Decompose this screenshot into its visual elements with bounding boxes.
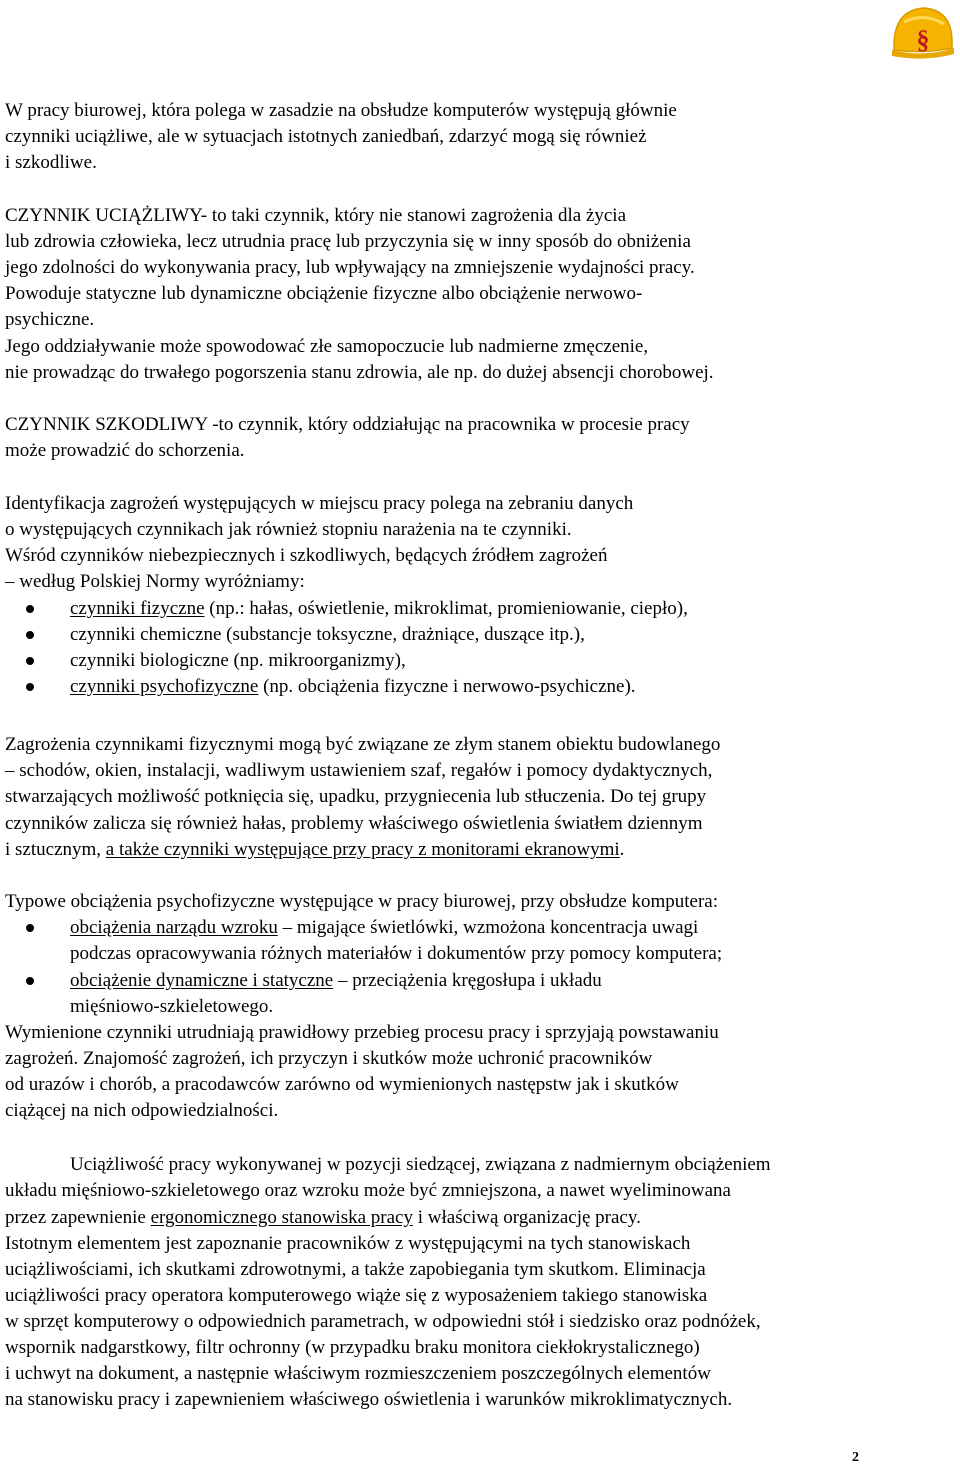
factor-link-physical[interactable]: czynniki fizyczne bbox=[70, 598, 205, 619]
factor-item-biological: czynniki biologiczne (np. mikroorganizmy), bbox=[70, 650, 406, 671]
zagrozenia-line-3: stwarzających możliwość potknięcia się, upadku, przygniecenia lub stłuczenia. Do tej grupy bbox=[5, 786, 707, 807]
zagrozenia-line-2: – schodów, okien, instalacji, wadliwym ustawieniem szaf, regałów i pomocy dydaktycznych, bbox=[5, 760, 713, 781]
uciazliwy-line-7: nie prowadząc do trwałego pogorszenia stanu zdrowia, ale np. do dużej absencji chorobowej. bbox=[5, 362, 714, 383]
typowe-bullet-2: obciążenie dynamiczne i statyczne – przeciążenia kręgosłupa i układu bbox=[70, 970, 602, 991]
typowe-line-4: od urazów i chorób, a pracodawców zarówno od wymienionych następstw jak i skutków bbox=[5, 1074, 679, 1095]
uciazliwy-line-6: Jego oddziaływanie może spowodować złe samopoczucie lub nadmierne zmęczenie, bbox=[5, 336, 649, 357]
szkodliwy-line-1: CZYNNIK SZKODLIWY -to czynnik, który oddziałując na pracownika w procesie pracy bbox=[5, 414, 690, 435]
uciazliwosc-line-10: na stanowisku pracy i zapewnieniem właściwego oświetlenia i warunków mikroklimatycznych. bbox=[5, 1389, 733, 1410]
bullet-icon bbox=[26, 924, 34, 932]
uciazliwosc-line-4: Istotnym elementem jest zapoznanie pracowników z występującymi na tych stanowiskach bbox=[5, 1233, 691, 1254]
monitors-link[interactable]: a także czynniki występujące przy pracy z monitorami ekranowymi bbox=[105, 839, 620, 860]
intro-line-3: i szkodliwe. bbox=[5, 152, 97, 173]
identyfikacja-line-3: Wśród czynników niebezpiecznych i szkodliwych, będących źródłem zagrożeń bbox=[5, 545, 608, 566]
uciazliwosc-line-9: i uchwyt na dokument, a następnie właściwym rozmieszczeniem poszczególnych elementów bbox=[5, 1363, 711, 1384]
bullet-icon bbox=[26, 977, 34, 985]
factor-item-chemical: czynniki chemiczne (substancje toksyczne, drażniące, duszące itp.), bbox=[70, 624, 585, 645]
ergonomic-workstation-link[interactable]: ergonomicznego stanowiska pracy bbox=[150, 1207, 413, 1228]
zagrozenia-line-4: czynników zalicza się również hałas, problemy właściwego oświetlenia światłem dziennym bbox=[5, 813, 703, 834]
intro-line-2: czynniki uciążliwe, ale w sytuacjach istotnych zaniedbań, zdarzyć mogą się również bbox=[5, 126, 647, 147]
typowe-bullet-1-cont: podczas opracowywania różnych materiałów i dokumentów przy pomocy komputera; bbox=[70, 943, 723, 964]
uciazliwosc-line-5: uciążliwościami, ich skutkami zdrowotnymi, a także zapobiegania tym skutkom. Eliminacja bbox=[5, 1259, 706, 1280]
eye-strain-link[interactable]: obciążenia narządu wzroku bbox=[70, 917, 278, 938]
szkodliwy-line-2: może prowadzić do schorzenia. bbox=[5, 440, 245, 461]
zagrozenia-line-5: i sztucznym, a także czynniki występujące przy pracy z monitorami ekranowymi. bbox=[5, 839, 625, 860]
uciazliwy-line-2: lub zdrowia człowieka, lecz utrudnia pracę lub przyczynia się w inny sposób do obniżenia bbox=[5, 231, 691, 252]
typowe-bullet-2-cont: mięśniowo-szkieletowego. bbox=[70, 996, 274, 1017]
helmet-logo-icon bbox=[890, 2, 956, 64]
bullet-icon bbox=[26, 657, 34, 665]
typowe-bullet-1: obciążenia narządu wzroku – migające świetlówki, wzmożona koncentracja uwagi bbox=[70, 917, 699, 938]
uciazliwosc-line-7: w sprzęt komputerowy o odpowiednich parametrach, w odpowiedni stół i siedzisko oraz podnóżek, bbox=[5, 1311, 761, 1332]
factor-item-physical: czynniki fizyczne (np.: hałas, oświetlenie, mikroklimat, promieniowanie, ciepło), bbox=[70, 598, 688, 619]
identyfikacja-line-1: Identyfikacja zagrożeń występujących w miejscu pracy polega na zebraniu danych bbox=[5, 493, 634, 514]
bullet-icon bbox=[26, 683, 34, 691]
intro-line-1: W pracy biurowej, która polega w zasadzie na obsłudze komputerów występują głównie bbox=[5, 100, 677, 121]
page-number: 2 bbox=[852, 1450, 859, 1465]
uciazliwy-line-5: psychiczne. bbox=[5, 309, 95, 330]
uciazliwosc-line-3: przez zapewnienie ergonomicznego stanowiska pracy i właściwą organizację pracy. bbox=[5, 1207, 641, 1228]
uciazliwosc-line-6: uciążliwości pracy operatora komputerowego wiąże się z wyposażeniem takiego stanowiska bbox=[5, 1285, 708, 1306]
identyfikacja-line-4: – według Polskiej Normy wyróżniamy: bbox=[5, 571, 305, 592]
zagrozenia-line-1: Zagrożenia czynnikami fizycznymi mogą być związane ze złym stanem obiektu budowlanego bbox=[5, 734, 721, 755]
typowe-line-5: ciążącej na nich odpowiedzialności. bbox=[5, 1100, 279, 1121]
uciazliwy-line-3: jego zdolności do wykonywania pracy, lub wpływający na zmniejszenie wydajności pracy. bbox=[5, 257, 695, 278]
bullet-icon bbox=[26, 631, 34, 639]
uciazliwosc-line-8: wspornik nadgarstkowy, filtr ochronny (w przypadku braku monitora ciekłokrystalicznego) bbox=[5, 1337, 700, 1358]
identyfikacja-line-2: o występujących czynnikach jak również stopniu narażenia na te czynniki. bbox=[5, 519, 572, 540]
typowe-line-3: zagrożeń. Znajomość zagrożeń, ich przyczyn i skutków może uchronić pracowników bbox=[5, 1048, 653, 1069]
bullet-icon bbox=[26, 605, 34, 613]
uciazliwy-line-4: Powoduje statyczne lub dynamiczne obciążenie fizyczne albo obciążenie nerwowo- bbox=[5, 283, 643, 304]
typowe-line-2: Wymienione czynniki utrudniają prawidłowy przebieg procesu pracy i sprzyjają powstawaniu bbox=[5, 1022, 719, 1043]
factor-item-psychophysical: czynniki psychofizyczne (np. obciążenia fizyczne i nerwowo-psychiczne). bbox=[70, 676, 636, 697]
uciazliwy-line-1: CZYNNIK UCIĄŻLIWY- to taki czynnik, który nie stanowi zagrożenia dla życia bbox=[5, 205, 626, 226]
static-load-link[interactable]: obciążenie dynamiczne i statyczne bbox=[70, 970, 334, 991]
uciazliwosc-line-1: Uciążliwość pracy wykonywanej w pozycji siedzącej, związana z nadmiernym obciążeniem bbox=[70, 1154, 771, 1175]
typowe-line-1: Typowe obciążenia psychofizyczne występujące w pracy biurowej, przy obsłudze komputera: bbox=[5, 891, 719, 912]
factor-link-psychophysical[interactable]: czynniki psychofizyczne bbox=[70, 676, 259, 697]
paragraph-sign-icon: § bbox=[916, 25, 930, 54]
uciazliwosc-line-2: układu mięśniowo-szkieletowego oraz wzroku może być zmniejszona, a nawet wyeliminowana bbox=[5, 1180, 731, 1201]
